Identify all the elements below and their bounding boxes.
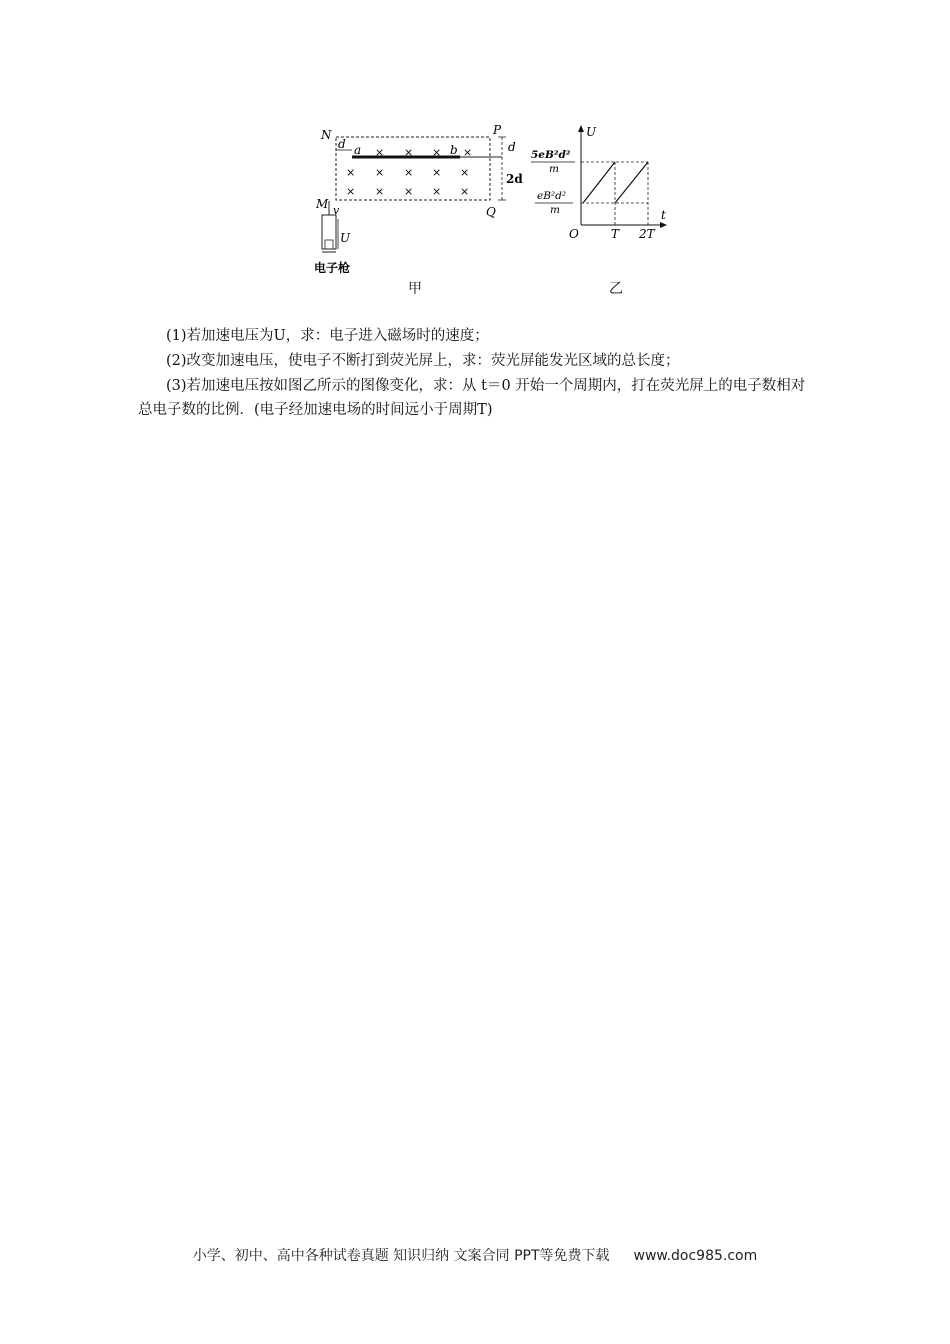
label-2d: 2d xyxy=(506,172,523,186)
question-3: (3)若加速电压按如图乙所示的图像变化，求：从 t＝0 开始一个周期内，打在荧光屏上的电子数相对总电子数的比例．(电子经加速电场的时间远小于周期T) xyxy=(138,378,806,418)
electron-gun-body xyxy=(322,215,336,249)
label-T: T xyxy=(611,227,620,241)
x-axis-arrow xyxy=(660,222,667,228)
field-cross: × xyxy=(432,146,442,159)
figure-region xyxy=(300,120,700,300)
field-cross: × xyxy=(346,166,356,179)
question-1: (1)若加速电压为U，求：电子进入磁场时的速度； xyxy=(166,328,489,344)
label-Q: Q xyxy=(486,205,496,219)
caption-yi: 乙 xyxy=(609,281,623,297)
sawtooth-period-1 xyxy=(583,162,615,203)
field-cross: × xyxy=(375,166,385,179)
label-high-denominator: m xyxy=(549,163,559,175)
label-low-numerator: eB²d² xyxy=(537,190,567,202)
y-axis-arrow xyxy=(578,125,584,132)
footer-text: 小学、初中、高中各种试卷真题 知识归纳 文案合同 PPT等免费下载 xyxy=(192,1248,610,1264)
field-cross: × xyxy=(346,185,356,198)
field-cross: × xyxy=(404,185,414,198)
footer-site[interactable]: www.doc985.com xyxy=(633,1248,758,1264)
field-cross: × xyxy=(463,146,473,159)
label-axis-U: U xyxy=(586,125,597,139)
label-axis-t: t xyxy=(661,208,666,222)
label-2T: 2T xyxy=(639,227,655,241)
field-cross: × xyxy=(460,185,470,198)
page-footer xyxy=(0,1245,950,1265)
electron-gun-filament xyxy=(325,240,333,249)
label-M: M xyxy=(316,197,329,211)
field-cross: × xyxy=(432,166,442,179)
field-cross: × xyxy=(404,166,414,179)
question-2: (2)改变加速电压，使电子不断打到荧光屏上，求：荧光屏能发光区域的总长度； xyxy=(166,353,680,369)
label-a: a xyxy=(354,143,362,157)
label-P: P xyxy=(493,123,502,137)
label-high-numerator: 5eB²d² xyxy=(531,149,571,161)
figure-jia xyxy=(300,120,523,290)
sawtooth-period-2 xyxy=(615,162,648,203)
label-gun-U: U xyxy=(340,231,351,245)
figure-yi xyxy=(533,125,683,245)
field-cross: × xyxy=(404,146,414,159)
label-origin: O xyxy=(569,227,579,241)
label-d-right: d xyxy=(508,140,516,154)
label-b: b xyxy=(450,143,458,157)
label-gun-v: v xyxy=(333,204,340,217)
field-cross: × xyxy=(460,166,470,179)
label-low-denominator: m xyxy=(550,204,560,216)
field-cross: × xyxy=(375,185,385,198)
field-cross: × xyxy=(375,146,385,159)
label-N: N xyxy=(321,128,332,142)
label-d-left: d xyxy=(338,137,346,151)
label-electron-gun: 电子枪 xyxy=(314,261,351,275)
caption-jia: 甲 xyxy=(408,281,422,297)
field-cross: × xyxy=(432,185,442,198)
